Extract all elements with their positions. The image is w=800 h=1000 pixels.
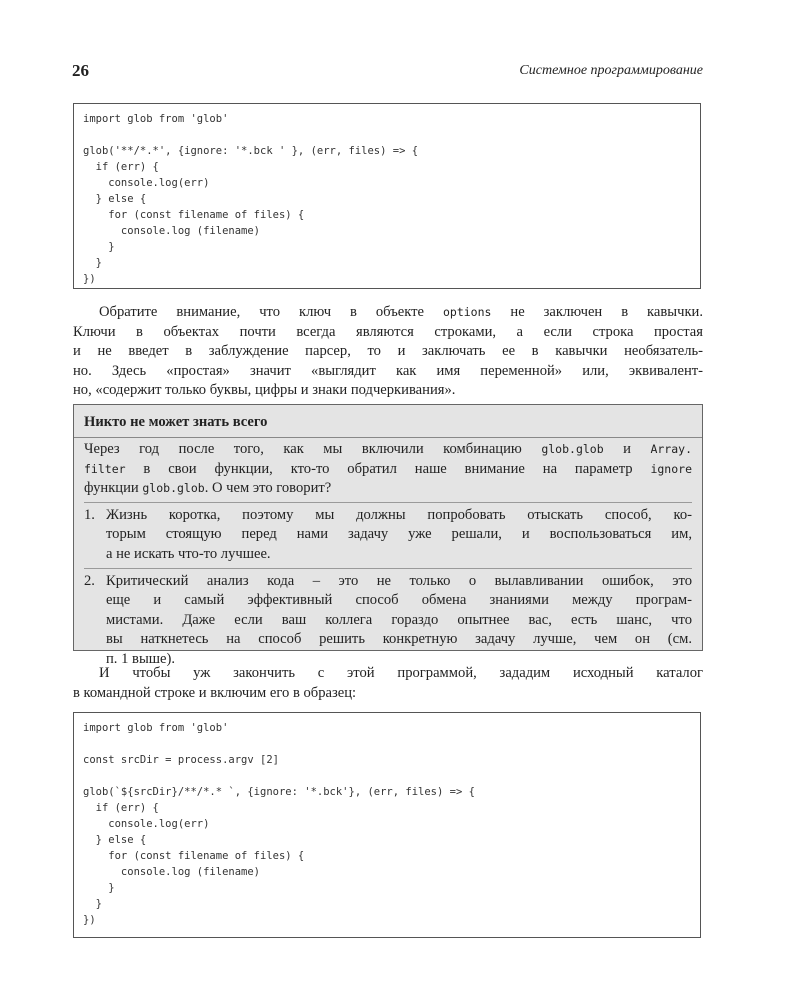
text-run: не заключен в кавычки. xyxy=(491,304,703,320)
text-line xyxy=(106,506,692,526)
code-line: }) xyxy=(83,914,96,926)
text-run: в командной строке и включим его в образец: xyxy=(73,684,357,701)
note-list-item xyxy=(84,506,692,565)
text-run: . О чем это говорит? xyxy=(204,480,332,497)
text-line xyxy=(84,460,692,480)
code-line: console.log (filename) xyxy=(83,866,261,878)
text-run: и не введет в заблуждение парсер, то и заключать ее в кавычки необязатель- xyxy=(73,343,703,360)
text-run: еще и самый эффективный способ обмена знаниями между програм- xyxy=(106,592,692,609)
code-line: import glob from 'glob' xyxy=(83,722,229,734)
inline-code: ignore xyxy=(650,461,692,476)
running-header-title: Системное программирование xyxy=(519,63,703,78)
code-line: console.log(err) xyxy=(83,177,210,189)
text-line xyxy=(73,381,703,401)
text-line xyxy=(106,572,692,592)
text-line xyxy=(73,362,703,382)
text-run: и xyxy=(603,441,651,457)
code-line: } xyxy=(83,257,102,269)
text-run: мистами. Даже если ваш коллега гораздо опытнее вас, есть шанс, что xyxy=(106,611,692,628)
note-list-item xyxy=(84,572,692,670)
note-title: Никто не может знать всего xyxy=(84,414,268,430)
text-line xyxy=(73,303,703,323)
paragraph-options-note xyxy=(73,303,703,401)
code-line: } xyxy=(83,898,102,910)
text-line xyxy=(73,323,703,343)
code-line: } else { xyxy=(83,193,147,205)
list-item-text xyxy=(106,572,692,670)
text-run: Критический анализ кода – это не только о вылавливании ошибок, это xyxy=(106,572,692,589)
note-divider xyxy=(84,502,692,503)
text-run: Жизнь коротка, поэтому мы должны попробовать отыскать способ, ко- xyxy=(106,506,692,523)
code-line: import glob from 'glob' xyxy=(83,113,229,125)
text-line xyxy=(106,591,692,611)
text-line xyxy=(73,664,703,684)
code-line: }) xyxy=(83,273,96,285)
note-divider xyxy=(74,437,702,438)
list-number: 1. xyxy=(84,506,95,523)
text-run: Обратите внимание, что ключ в объекте xyxy=(99,304,443,320)
text-run: а не искать что-то лучшее. xyxy=(106,545,271,562)
page-number: 26 xyxy=(72,61,89,80)
text-run: п. 1 выше). xyxy=(106,650,175,667)
sidebar-note-box xyxy=(73,404,703,667)
code-block-1 xyxy=(73,103,701,289)
text-run: но, «содержит только буквы, цифры и знаки подчеркивания». xyxy=(73,382,456,399)
code-line: if (err) { xyxy=(83,802,159,814)
code-line xyxy=(83,768,691,784)
list-number: 2. xyxy=(84,572,95,589)
note-intro xyxy=(84,440,692,499)
code-line xyxy=(83,127,691,143)
text-line xyxy=(106,525,692,545)
code-line: console.log (filename) xyxy=(83,225,261,237)
text-run: в свои функции, кто-то обратил наше внимание на параметр xyxy=(125,460,651,477)
code-line: for (const filename of files) { xyxy=(83,850,305,862)
paragraph-intro-code2 xyxy=(73,664,703,703)
code-line: if (err) { xyxy=(83,161,159,173)
text-run: торым стоящую перед нами задачу уже решали, и воспользоваться им, xyxy=(106,526,692,543)
code-line: glob(`${srcDir}/**/*.* `, {ignore: '*.bck'}, (err, files) => { xyxy=(83,786,475,798)
code-line: const srcDir = process.argv [2] xyxy=(83,754,279,766)
text-run: вы наткнетесь на способ решить конкретную задачу лучше, чем он (см. xyxy=(106,631,692,648)
inline-code: filter xyxy=(84,461,126,476)
code-line: } xyxy=(83,241,115,253)
code-line: for (const filename of files) { xyxy=(83,209,305,221)
inline-code: glob.glob xyxy=(142,481,205,496)
text-line xyxy=(106,611,692,631)
inline-code: glob.glob xyxy=(541,442,604,456)
text-run: Через год после того, как мы включили комбинацию xyxy=(84,441,542,457)
text-line xyxy=(106,545,692,565)
text-run: Ключи в объектах почти всегда являются строками, а если строка простая xyxy=(73,323,703,340)
list-item-text xyxy=(106,506,692,565)
text-run: И чтобы уж закончить с этой программой, зададим исходный каталог xyxy=(99,665,703,681)
code-line: glob('**/*.*', {ignore: '*.bck ' }, (err, files) => { xyxy=(83,145,419,157)
text-line xyxy=(73,342,703,362)
code-line: } else { xyxy=(83,834,147,846)
text-line xyxy=(106,630,692,650)
note-body xyxy=(84,440,692,670)
code-line: } xyxy=(83,882,115,894)
code-block-2 xyxy=(73,712,701,938)
text-run: функции xyxy=(84,480,143,497)
text-line xyxy=(84,440,692,460)
inline-code: options xyxy=(442,305,492,319)
text-line xyxy=(73,684,703,704)
code-line xyxy=(83,736,691,752)
inline-code: Array. xyxy=(650,442,692,456)
code-line: console.log(err) xyxy=(83,818,210,830)
text-line xyxy=(84,479,692,499)
text-run: но. Здесь «простая» значит «выглядит как имя переменной» или, эквивалент- xyxy=(73,362,703,379)
note-divider xyxy=(84,568,692,569)
